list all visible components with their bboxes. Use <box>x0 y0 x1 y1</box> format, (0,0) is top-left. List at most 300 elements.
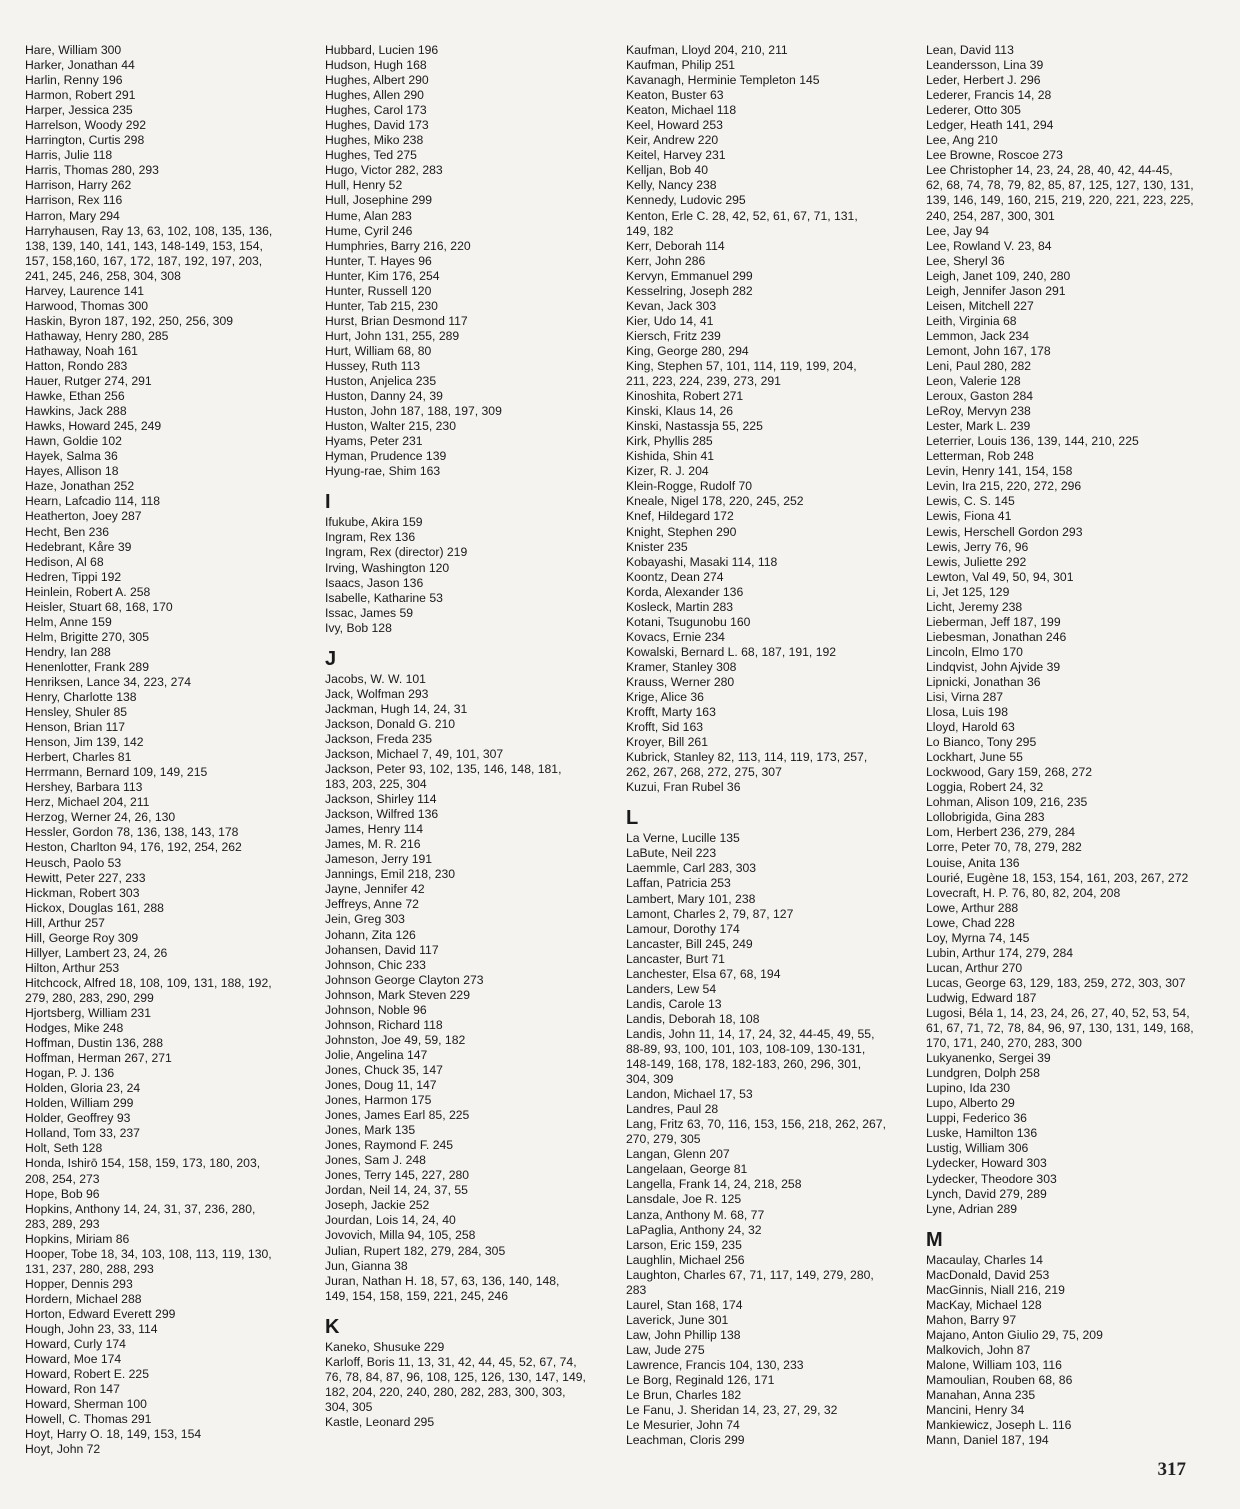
index-entry: Jones, Terry 145, 227, 280 <box>325 1168 470 1183</box>
index-entry: Hare, William 300 <box>25 43 122 57</box>
index-entry: Hearn, Lafcadio 114, 118 <box>25 494 161 509</box>
index-entry: Lemmon, Jack 234 <box>926 328 1029 343</box>
index-entry: Hudson, Hugh 168 <box>325 58 427 73</box>
index-entry: Lockwood, Gary 159, 268, 272 <box>926 765 1092 780</box>
index-entry: Kowalski, Bernard L. 68, 187, 191, 192 <box>626 644 837 659</box>
index-entry: Langan, Glenn 207 <box>626 1147 730 1162</box>
index-entry: Howard, Curly 174 <box>25 1337 126 1352</box>
index-entry: Jones, Harmon 175 <box>325 1093 432 1108</box>
index-entry: Hopkins, Miriam 86 <box>25 1231 130 1246</box>
index-entry: Hume, Alan 283 <box>325 208 412 223</box>
index-entry: Mann, Daniel 187, 194 <box>926 1433 1049 1448</box>
index-entry: Hyung-rae, Shim 163 <box>325 464 441 479</box>
index-entry: Lee, Rowland V. 23, 84 <box>926 238 1052 253</box>
index-entry: Kroyer, Bill 261 <box>626 735 708 750</box>
index-entry: Jackson, Shirley 114 <box>325 792 437 807</box>
index-entry: Ifukube, Akira 159 <box>325 515 423 530</box>
index-entry: Hessler, Gordon 78, 136, 138, 143, 178 <box>25 825 239 840</box>
index-entry: Hickox, Douglas 161, 288 <box>25 900 164 915</box>
index-entry: Harrington, Curtis 298 <box>25 133 145 148</box>
index-entry: Hitchcock, Alfred 18, 108, 109, 131, 188, 192, 279, 280, 283, 290, 299 <box>25 975 272 1005</box>
index-entry: Johann, Zita 126 <box>325 927 416 942</box>
index-entry: Hurt, William 68, 80 <box>325 343 432 358</box>
index-entry: Leon, Valerie 128 <box>926 374 1021 389</box>
index-entry: Jein, Greg 303 <box>325 912 405 927</box>
index-entry: Herrmann, Bernard 109, 149, 215 <box>25 765 208 780</box>
index-entry: Harrelson, Woody 292 <box>25 118 147 133</box>
index-entry: Mahon, Barry 97 <box>926 1312 1017 1327</box>
index-entry: Lee, Sheryl 36 <box>926 253 1005 268</box>
index-entry: Keitel, Harvey 231 <box>626 148 726 163</box>
index-entry: Lowe, Chad 228 <box>926 915 1015 930</box>
index-entry: Leigh, Jennifer Jason 291 <box>926 283 1066 298</box>
index-entry: Jourdan, Lois 14, 24, 40 <box>325 1213 456 1228</box>
index-entry: King, Stephen 57, 101, 114, 119, 199, 204, 211, 223, 224, 239, 273, 291 <box>626 358 857 389</box>
index-entry: Hawke, Ethan 256 <box>25 389 125 404</box>
index-entry: Jackson, Wilfred 136 <box>325 807 439 822</box>
index-entry: Johnson, Noble 96 <box>325 1002 427 1017</box>
index-entry: Hedren, Tippi 192 <box>25 569 122 584</box>
index-entry: Lupo, Alberto 29 <box>926 1096 1015 1111</box>
index-entry: Laffan, Patricia 253 <box>626 876 731 891</box>
index-entry: Jun, Gianna 38 <box>325 1258 408 1273</box>
index-entry: Lewton, Val 49, 50, 94, 301 <box>926 569 1074 584</box>
index-entry: Joseph, Jackie 252 <box>325 1198 430 1213</box>
index-entry: Lucas, George 63, 129, 183, 259, 272, 303, 307 <box>926 975 1186 990</box>
section-letter-heading: L <box>626 807 639 830</box>
index-entry: Hurt, John 131, 255, 289 <box>325 328 460 343</box>
index-entry: Haze, Jonathan 252 <box>25 479 135 494</box>
index-entry: Korda, Alexander 136 <box>626 584 744 599</box>
index-entry: MacGinnis, Niall 216, 219 <box>926 1282 1065 1297</box>
index-entry: Hull, Henry 52 <box>325 178 403 193</box>
index-entry: Lustig, William 306 <box>926 1141 1029 1156</box>
index-entry: Lockhart, June 55 <box>926 750 1023 765</box>
index-entry: Lanchester, Elsa 67, 68, 194 <box>626 966 781 981</box>
index-entry: Issac, James 59 <box>325 605 414 620</box>
index-entry: Hershey, Barbara 113 <box>25 780 143 795</box>
index-entry: Lollobrigida, Gina 283 <box>926 810 1045 825</box>
index-entry: Lester, Mark L. 239 <box>926 419 1031 434</box>
index-entry: Law, John Phillip 138 <box>626 1327 741 1342</box>
index-entry: Lee, Ang 210 <box>926 133 998 148</box>
index-entry: Harper, Jessica 235 <box>25 103 133 118</box>
index-entry: Henson, Jim 139, 142 <box>25 735 144 750</box>
index-entry: Laughlin, Michael 256 <box>626 1252 745 1267</box>
index-entry: Johnson, Chic 233 <box>325 957 426 972</box>
index-entry: Leterrier, Louis 136, 139, 144, 210, 225 <box>926 434 1139 449</box>
index-entry: Lewis, C. S. 145 <box>926 494 1015 509</box>
index-entry: Henenlotter, Frank 289 <box>25 659 149 674</box>
index-entry: Krige, Alice 36 <box>626 690 704 705</box>
index-entry: Hewitt, Peter 227, 233 <box>25 870 146 885</box>
index-entry: Hough, John 23, 33, 114 <box>25 1321 158 1336</box>
index-entry: Kier, Udo 14, 41 <box>626 313 714 328</box>
index-entry: Hughes, Ted 275 <box>325 148 417 163</box>
index-entry: Kneale, Nigel 178, 220, 245, 252 <box>626 494 804 509</box>
index-entry: Kelly, Nancy 238 <box>626 178 717 193</box>
index-entry: Laughton, Charles 67, 71, 117, 149, 279, 280, 283 <box>626 1267 874 1297</box>
index-entry: Leder, Herbert J. 296 <box>926 73 1041 88</box>
index-entry: Krofft, Marty 163 <box>626 705 716 720</box>
index-entry: Jovovich, Milla 94, 105, 258 <box>325 1228 476 1243</box>
index-entry: Lowe, Arthur 288 <box>926 900 1019 915</box>
index-entry: Hatton, Rondo 283 <box>25 358 128 373</box>
index-entry: Huston, Walter 215, 230 <box>325 419 456 434</box>
index-entry: Lyne, Adrian 289 <box>926 1201 1018 1216</box>
index-entry: Henriksen, Lance 34, 223, 274 <box>25 674 192 689</box>
index-entry: Lean, David 113 <box>926 43 1014 57</box>
index-column-1 <box>25 43 305 1457</box>
index-entry: Howard, Ron 147 <box>25 1382 120 1397</box>
index-entry: Levin, Ira 215, 220, 272, 296 <box>926 479 1082 494</box>
index-entry: James, Henry 114 <box>325 822 423 837</box>
index-entry: Hawks, Howard 245, 249 <box>25 419 162 434</box>
index-entry: Johnson, Richard 118 <box>325 1017 443 1032</box>
index-entry: Koontz, Dean 274 <box>626 569 724 584</box>
index-entry: Hugo, Victor 282, 283 <box>325 163 443 178</box>
index-entry: Lourié, Eugène 18, 153, 154, 161, 203, 267, 272 <box>926 870 1189 885</box>
index-entry: Haskin, Byron 187, 192, 250, 256, 309 <box>25 313 234 328</box>
index-entry: Heusch, Paolo 53 <box>25 855 122 870</box>
section-letter-heading: I <box>325 491 331 514</box>
index-entry: Lang, Fritz 63, 70, 116, 153, 156, 218, 262, 267, 270, 279, 305 <box>626 1117 886 1147</box>
index-entry: Keaton, Michael 118 <box>626 103 737 118</box>
index-entry: Harris, Thomas 280, 293 <box>25 163 159 178</box>
index-entry: Knister 235 <box>626 539 688 554</box>
index-entry: Howard, Robert E. 225 <box>25 1367 149 1382</box>
index-entry: Lawrence, Francis 104, 130, 233 <box>626 1357 804 1372</box>
index-entry: Lorre, Peter 70, 78, 279, 282 <box>926 840 1082 855</box>
index-entry: Lancaster, Burt 71 <box>626 951 725 966</box>
index-entry: Jolie, Angelina 147 <box>325 1047 428 1062</box>
index-entry: Lloyd, Harold 63 <box>926 720 1015 735</box>
section-letter-heading: M <box>926 1228 943 1251</box>
index-entry: Jack, Wolfman 293 <box>325 686 429 701</box>
index-entry: Jones, James Earl 85, 225 <box>325 1108 470 1123</box>
index-entry: Kosleck, Martin 283 <box>626 599 734 614</box>
index-entry: Lovecraft, H. P. 76, 80, 82, 204, 208 <box>926 885 1121 900</box>
index-entry: Hume, Cyril 246 <box>325 223 413 238</box>
index-entry: Malone, William 103, 116 <box>926 1357 1062 1372</box>
index-column-4 <box>926 43 1226 1448</box>
index-entry: Jones, Mark 135 <box>325 1123 416 1138</box>
index-entry: La Verne, Lucille 135 <box>626 831 740 846</box>
index-entry: Hooper, Tobe 18, 34, 103, 108, 113, 119, 130, 131, 237, 280, 288, 293 <box>25 1246 272 1276</box>
index-entry: Lamour, Dorothy 174 <box>626 921 740 936</box>
index-entry: Louise, Anita 136 <box>926 855 1020 870</box>
index-entry: Macaulay, Charles 14 <box>926 1252 1043 1267</box>
index-entry: Keir, Andrew 220 <box>626 133 719 148</box>
index-entry: Jackson, Freda 235 <box>325 731 433 746</box>
index-entry: Letterman, Rob 248 <box>926 449 1034 464</box>
index-entry: Kerr, John 286 <box>626 253 706 268</box>
index-entry: Hoffman, Herman 267, 271 <box>25 1051 172 1066</box>
index-entry: Lubin, Arthur 174, 279, 284 <box>926 945 1074 960</box>
index-entry: Keaton, Buster 63 <box>626 88 724 103</box>
index-entry: Lewis, Jerry 76, 96 <box>926 539 1029 554</box>
index-entry: Kuzui, Fran Rubel 36 <box>626 780 741 795</box>
index-entry: Lo Bianco, Tony 295 <box>926 735 1037 750</box>
index-entry: Hunter, Russell 120 <box>325 283 432 298</box>
index-entry: Juran, Nathan H. 18, 57, 63, 136, 140, 148, 149, 154, 158, 159, 221, 245, 246 <box>325 1273 560 1303</box>
index-entry: Kaufman, Philip 251 <box>626 58 736 73</box>
section-letter-heading: J <box>325 647 337 670</box>
index-entry: Helm, Brigitte 270, 305 <box>25 629 149 644</box>
index-entry: Lohman, Alison 109, 216, 235 <box>926 795 1088 810</box>
index-entry: Knef, Hildegard 172 <box>626 509 734 524</box>
index-entry: Henry, Charlotte 138 <box>25 690 137 705</box>
index-entry: Knight, Stephen 290 <box>626 524 737 539</box>
index-entry: Kennedy, Ludovic 295 <box>626 193 746 208</box>
index-entry: Licht, Jeremy 238 <box>926 599 1023 614</box>
index-entry: Lederer, Otto 305 <box>926 103 1021 118</box>
index-entry: Langelaan, George 81 <box>626 1162 748 1177</box>
index-entry: Landres, Paul 28 <box>626 1102 719 1117</box>
index-entry: Krauss, Werner 280 <box>626 674 735 689</box>
index-entry: Landon, Michael 17, 53 <box>626 1087 753 1102</box>
page-number: 317 <box>1157 1459 1186 1480</box>
index-entry: Johansen, David 117 <box>325 942 439 957</box>
index-entry: Kubrick, Stanley 82, 113, 114, 119, 173, 257, 262, 267, 268, 272, 275, 307 <box>626 750 868 780</box>
index-entry: Harryhausen, Ray 13, 63, 102, 108, 135, 136, 138, 139, 140, 141, 143, 148-149, 153, 154, 157, 158,160, 167, 172, 187, 192, 197, 203, 241, 245, 246, 258, 304, 308 <box>25 223 273 283</box>
index-entry: Lewis, Fiona 41 <box>926 509 1012 524</box>
index-entry: Hoyt, John 72 <box>25 1442 101 1457</box>
index-entry: Krofft, Sid 163 <box>626 720 704 735</box>
index-entry: Le Mesurier, John 74 <box>626 1418 740 1433</box>
index-entry: Hussey, Ruth 113 <box>325 358 421 373</box>
index-entry: Li, Jet 125, 129 <box>926 584 1010 599</box>
index-entry: Huston, Danny 24, 39 <box>325 389 443 404</box>
index-entry: Johnson George Clayton 273 <box>325 972 484 987</box>
index-entry: Larson, Eric 159, 235 <box>626 1237 742 1252</box>
index-entry: Ludwig, Edward 187 <box>926 990 1037 1005</box>
index-entry: Julian, Rupert 182, 279, 284, 305 <box>325 1243 506 1258</box>
index-entry: King, George 280, 294 <box>626 343 749 358</box>
index-entry: Hawn, Goldie 102 <box>25 434 122 449</box>
index-entry: Heston, Charlton 94, 176, 192, 254, 262 <box>25 840 242 855</box>
index-entry: MacDonald, David 253 <box>926 1267 1050 1282</box>
index-entry: Hopper, Dennis 293 <box>25 1276 133 1291</box>
index-entry: Kerr, Deborah 114 <box>626 238 725 253</box>
index-entry: Kramer, Stanley 308 <box>626 659 737 674</box>
index-entry: Holder, Geoffrey 93 <box>25 1111 131 1126</box>
index-entry: Kinoshita, Robert 271 <box>626 389 744 404</box>
index-entry: Hickman, Robert 303 <box>25 885 140 900</box>
index-entry: Holt, Seth 128 <box>25 1141 103 1156</box>
index-entry: Harlin, Renny 196 <box>25 73 123 88</box>
index-entry: Leachman, Cloris 299 <box>626 1433 745 1448</box>
index-entry: Lee Christopher 14, 23, 24, 28, 40, 42, 44-45, 62, 68, 74, 78, 79, 82, 85, 87, 125, 127, 130, 131, 139, 146, 149, 160, 215, 219, 220, 221, 223, 225, 240, 254, 287, 300, 301 <box>926 163 1194 223</box>
index-entry: Huston, Anjelica 235 <box>325 374 437 389</box>
index-entry: Jordan, Neil 14, 24, 37, 55 <box>325 1183 468 1198</box>
index-entry: Hubbard, Lucien 196 <box>325 43 439 57</box>
index-entry: Leigh, Janet 109, 240, 280 <box>926 268 1071 283</box>
index-entry: Howell, C. Thomas 291 <box>25 1412 152 1427</box>
index-entry: Jackson, Donald G. 210 <box>325 716 456 731</box>
index-entry: Harwood, Thomas 300 <box>25 298 149 313</box>
index-entry: Kinski, Klaus 14, 26 <box>626 404 734 419</box>
index-entry: Lanza, Anthony M. 68, 77 <box>626 1207 765 1222</box>
index-entry: Hughes, Miko 238 <box>325 133 424 148</box>
index-entry: Mancini, Henry 34 <box>926 1403 1025 1418</box>
index-entry: Law, Jude 275 <box>626 1342 705 1357</box>
index-entry: Ivy, Bob 128 <box>325 620 392 635</box>
index-entry: Kastle, Leonard 295 <box>325 1414 435 1429</box>
index-entry: Herzog, Werner 24, 26, 130 <box>25 810 176 825</box>
index-entry: Harrison, Harry 262 <box>25 178 132 193</box>
index-entry: Kenton, Erle C. 28, 42, 52, 61, 67, 71, 131, 149, 182 <box>626 208 858 238</box>
index-entry: Hoffman, Dustin 136, 288 <box>25 1036 163 1051</box>
index-entry: Lom, Herbert 236, 279, 284 <box>926 825 1076 840</box>
index-entry: Holland, Tom 33, 237 <box>25 1126 140 1141</box>
index-entry: Harron, Mary 294 <box>25 208 120 223</box>
index-entry: Hill, Arthur 257 <box>25 915 105 930</box>
index-entry: MacKay, Michael 128 <box>926 1297 1042 1312</box>
index-entry: Jameson, Jerry 191 <box>325 852 433 867</box>
index-entry: Lipnicki, Jonathan 36 <box>926 674 1041 689</box>
index-entry: Hurst, Brian Desmond 117 <box>325 313 468 328</box>
index-entry: Hunter, Kim 176, 254 <box>325 268 440 283</box>
index-entry: Landis, John 11, 14, 17, 24, 32, 44-45, 49, 55, 88-89, 93, 100, 101, 103, 108-109, 130-131, 148-149, 168, 178, 182-183, 260, 296, 301, 304, 309 <box>626 1026 875 1087</box>
index-entry: Karloff, Boris 11, 13, 31, 42, 44, 45, 52, 67, 74, 76, 78, 84, 87, 96, 108, 125, 126, 130, 147, 149, 182, 204, 220, 240, 280, 282, 283, 300, 303, 304, 305 <box>325 1354 586 1414</box>
index-entry: Lewis, Herschell Gordon 293 <box>926 524 1083 539</box>
index-entry: Hilton, Arthur 253 <box>25 960 120 975</box>
index-entry: Hodges, Mike 248 <box>25 1021 124 1036</box>
index-entry: Hope, Bob 96 <box>25 1186 100 1201</box>
index-entry: Honda, Ishirō 154, 158, 159, 173, 180, 203, 208, 254, 273 <box>25 1156 261 1186</box>
index-entry: Llosa, Luis 198 <box>926 705 1008 720</box>
index-entry: Hunter, T. Hayes 96 <box>325 253 432 268</box>
index-entry: Howard, Sherman 100 <box>25 1397 147 1412</box>
index-entry: Hyman, Prudence 139 <box>325 449 447 464</box>
index-entry: Harrison, Rex 116 <box>25 193 123 208</box>
index-entry: Leisen, Mitchell 227 <box>926 298 1034 313</box>
index-entry: Lynch, David 279, 289 <box>926 1186 1047 1201</box>
index-entry: Hughes, Allen 290 <box>325 88 424 103</box>
index-entry: Hillyer, Lambert 23, 24, 26 <box>25 945 168 960</box>
index-entry: Kotani, Tsugunobu 160 <box>626 614 751 629</box>
index-entry: Lundgren, Dolph 258 <box>926 1066 1040 1081</box>
index-entry: Jones, Raymond F. 245 <box>325 1138 454 1153</box>
index-entry: Hyams, Peter 231 <box>325 434 423 449</box>
index-entry: Kinski, Nastassja 55, 225 <box>626 419 763 434</box>
index-entry: Jackman, Hugh 14, 24, 31 <box>325 701 468 716</box>
index-entry: Le Fanu, J. Sheridan 14, 23, 27, 29, 32 <box>626 1403 838 1418</box>
index-entry: Kevan, Jack 303 <box>626 298 717 313</box>
index-entry: Kizer, R. J. 204 <box>626 464 709 479</box>
index-entry: Lydecker, Howard 303 <box>926 1156 1047 1171</box>
index-entry: Hogan, P. J. 136 <box>25 1066 115 1081</box>
index-entry: Le Brun, Charles 182 <box>626 1388 742 1403</box>
index-entry: Horton, Edward Everett 299 <box>25 1306 176 1321</box>
index-entry: Kobayashi, Masaki 114, 118 <box>626 554 778 569</box>
index-entry: Keel, Howard 253 <box>626 118 723 133</box>
index-entry: Lugosi, Béla 1, 14, 23, 24, 26, 27, 40, 52, 53, 54, 61, 67, 71, 72, 78, 84, 96, 97, 130, 131, 149, 168, 170, 171, 240, 270, 283, 300 <box>926 1006 1194 1051</box>
index-entry: Lincoln, Elmo 170 <box>926 644 1023 659</box>
index-entry: Isaacs, Jason 136 <box>325 575 424 590</box>
index-entry: Leandersson, Lina 39 <box>926 58 1044 73</box>
index-entry: Herbert, Charles 81 <box>25 750 132 765</box>
index-entry: Landis, Deborah 18, 108 <box>626 1011 760 1026</box>
index-entry: Lindqvist, John Ajvide 39 <box>926 659 1061 674</box>
index-entry: Hjortsberg, William 231 <box>25 1006 151 1020</box>
index-entry: Humphries, Barry 216, 220 <box>325 238 471 253</box>
index-entry: Hayek, Salma 36 <box>25 449 118 464</box>
index-entry: Luske, Hamilton 136 <box>926 1126 1038 1141</box>
index-entry: Landis, Carole 13 <box>626 996 722 1011</box>
index-entry: Huston, John 187, 188, 197, 309 <box>325 404 502 419</box>
index-entry: Johnston, Joe 49, 59, 182 <box>325 1032 466 1047</box>
index-column-2 <box>325 43 605 1430</box>
index-entry: Mankiewicz, Joseph L. 116 <box>926 1418 1072 1433</box>
index-entry: Leni, Paul 280, 282 <box>926 358 1032 373</box>
index-entry: Harker, Jonathan 44 <box>25 58 135 73</box>
index-entry: Hopkins, Anthony 14, 24, 31, 37, 236, 280, 283, 289, 293 <box>25 1201 256 1231</box>
index-entry: Majano, Anton Giulio 29, 75, 209 <box>926 1327 1103 1342</box>
index-entry: Harris, Julie 118 <box>25 148 113 163</box>
index-entry: Hathaway, Noah 161 <box>25 343 138 358</box>
index-entry: Kavanagh, Herminie Templeton 145 <box>626 73 820 88</box>
index-entry: Ingram, Rex 136 <box>325 530 416 545</box>
index-entry: Holden, Gloria 23, 24 <box>25 1081 141 1096</box>
index-entry: Lansdale, Joe R. 125 <box>626 1192 742 1207</box>
index-entry: Jones, Doug 11, 147 <box>325 1078 437 1092</box>
index-entry: Hedison, Al 68 <box>25 554 104 569</box>
index-entry: Hill, George Roy 309 <box>25 930 139 945</box>
index-entry: Laurel, Stan 168, 174 <box>626 1297 743 1312</box>
index-entry: Isabelle, Katharine 53 <box>325 590 443 605</box>
index-entry: Laemmle, Carl 283, 303 <box>626 861 757 876</box>
index-entry: Helm, Anne 159 <box>25 614 112 629</box>
index-entry: Kirk, Phyllis 285 <box>626 434 713 449</box>
index-entry: Jayne, Jennifer 42 <box>325 882 425 897</box>
index-entry: Jeffreys, Anne 72 <box>325 897 419 912</box>
index-entry: Hull, Josephine 299 <box>325 193 433 208</box>
index-entry: Malkovich, John 87 <box>926 1342 1031 1357</box>
index-entry: Leroux, Gaston 284 <box>926 389 1034 404</box>
index-entry: Liebesman, Jonathan 246 <box>926 629 1067 644</box>
index-entry: Lewis, Juliette 292 <box>926 554 1027 569</box>
index-entry: Kaufman, Lloyd 204, 210, 211 <box>626 43 788 57</box>
index-entry: Hughes, Albert 290 <box>325 73 429 88</box>
index-entry: Hedebrant, Kåre 39 <box>25 539 132 554</box>
index-entry: Heinlein, Robert A. 258 <box>25 584 151 599</box>
index-entry: LaPaglia, Anthony 24, 32 <box>626 1222 762 1237</box>
index-entry: Howard, Moe 174 <box>25 1352 122 1367</box>
index-entry: Herz, Michael 204, 211 <box>25 795 150 810</box>
index-entry: Johnson, Mark Steven 229 <box>325 987 470 1002</box>
index-entry: Jackson, Peter 93, 102, 135, 146, 148, 181, 183, 203, 225, 304 <box>325 762 562 792</box>
index-entry: Lydecker, Theodore 303 <box>926 1171 1057 1186</box>
index-entry: Loggia, Robert 24, 32 <box>926 780 1044 795</box>
index-entry: Henson, Brian 117 <box>25 720 126 735</box>
index-entry: Kervyn, Emmanuel 299 <box>626 268 753 283</box>
index-entry: Lambert, Mary 101, 238 <box>626 891 756 906</box>
index-entry: Le Borg, Reginald 126, 171 <box>626 1373 775 1388</box>
index-entry: Laverick, June 301 <box>626 1312 729 1327</box>
index-entry: Ledger, Heath 141, 294 <box>926 118 1054 133</box>
index-entry: Hordern, Michael 288 <box>25 1291 142 1306</box>
index-entry: Lee, Jay 94 <box>926 223 990 238</box>
index-entry: Kelljan, Bob 40 <box>626 163 708 178</box>
index-entry: Lisi, Virna 287 <box>926 690 1004 705</box>
index-entry: Lamont, Charles 2, 79, 87, 127 <box>626 906 794 921</box>
index-entry: Leith, Virginia 68 <box>926 313 1017 328</box>
index-entry: Hoyt, Harry O. 18, 149, 153, 154 <box>25 1427 202 1442</box>
index-entry: Mamoulian, Rouben 68, 86 <box>926 1373 1073 1388</box>
index-entry: Kiersch, Fritz 239 <box>626 328 721 343</box>
